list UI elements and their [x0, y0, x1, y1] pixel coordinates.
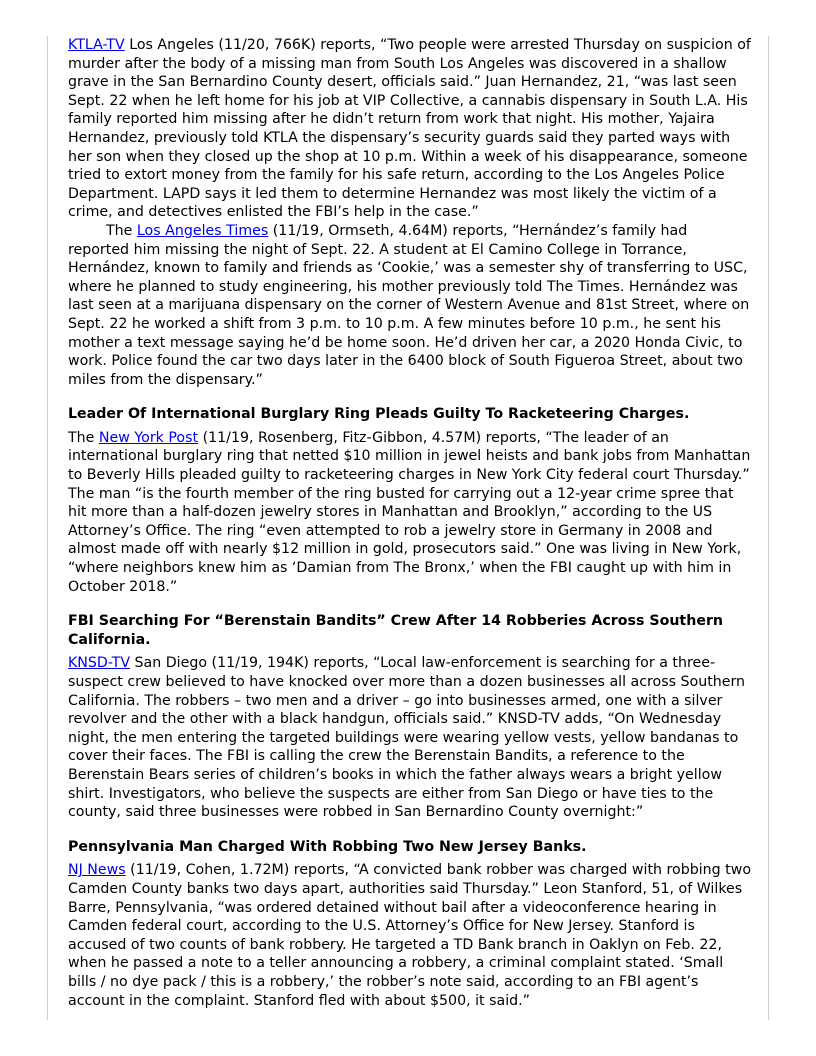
- paragraph-lead: The: [106, 222, 137, 239]
- article-paragraph: [68, 36, 752, 222]
- paragraph-text: (11/19, Cohen, 1.72M) reports, “A convicted bank robber was charged with robbing two Camden County banks two days apart, authorities said Thursday.” Leon Stanford, 51, of Wilkes Barre, Pennsylvania, “was ordered detained without bail after a videoconference hearing in Camden federal court, according to the U.S. Attorney’s Office for New Jersey. Stanford is accused of two counts of bank robbery. He targeted a TD Bank branch in Oaklyn on Feb. 22, when he passed a note to a teller announcing a robbery, a criminal complaint stated. ‘Small bills / no dye pack / this is a robbery,’ the robber’s note said, according to an FBI agent’s account in the complaint. Stanford fled with about $500, it said.”: [68, 862, 752, 1009]
- paragraph-text: San Diego (11/19, 194K) reports, “Local law-enforcement is searching for a three-suspect crew believed to have knocked over more than a dozen businesses all across Southern California. The robbers – two men and a driver – go into businesses armed, one with a silver revolver and the other with a black handgun, officials said.” KNSD-TV adds, “On Wednesday night, the men entering the targeted buildings were wearing yellow vests, yellow bandanas to cover their faces. The FBI is calling the crew the Berenstain Bandits, a reference to the Berenstain Bears series of children’s books in which the father always wears a bright yellow shirt. Investigators, who believe the suspects are either from San Diego or have ties to the county, said three businesses were robbed in San Bernardino County overnight:”: [68, 655, 746, 821]
- article-headline: Leader Of International Burglary Ring Pleads Guilty To Racketeering Charges.: [68, 406, 690, 423]
- source-link-la-times[interactable]: Los Angeles Times: [136, 222, 269, 239]
- right-margin-rule: [768, 36, 769, 1020]
- article-paragraph: [68, 429, 752, 596]
- left-margin-rule: [47, 36, 48, 1020]
- article-berenstain-bandits: [68, 612, 752, 822]
- article-paragraph: [68, 861, 752, 1010]
- article-paragraph: [68, 222, 752, 389]
- article-nj-bank-robber: [68, 838, 752, 1010]
- source-link-ktla[interactable]: KTLA-TV: [68, 37, 125, 53]
- article-headline: FBI Searching For “Berenstain Bandits” Crew After 14 Robberies Across Southern California.: [68, 613, 724, 648]
- article-paragraph: [68, 654, 752, 821]
- source-link-nj-news[interactable]: NJ News: [68, 862, 126, 879]
- paragraph-lead: The: [68, 429, 99, 446]
- paragraph-text: (11/19, Rosenberg, Fitz-Gibbon, 4.57M) reports, “The leader of an international burglary ring that netted $10 million in jewel heists and bank jobs from Manhattan to Beverly Hills pleaded guilty to racketeering charges in New York City federal court Thursday.” The man “is the fourth member of the ring busted for carrying out a 12-year crime spree that hit more than a half-dozen jewelry stores in Manhattan and Brooklyn,” according to the US Attorney’s Office. The ring “even attempted to rob a jewelry store in Germany in 2008 and almost made off with nearly $12 million in gold, prosecutors said.” One was living in New York, “where neighbors knew him as ‘Damian from The Bronx,’ when the FBI caught up with him in October 2018.”: [68, 429, 751, 595]
- source-link-knsd[interactable]: KNSD-TV: [68, 655, 131, 672]
- article-burglary-ring: [68, 405, 752, 596]
- article-ktla: [68, 36, 752, 389]
- document-page: [68, 36, 752, 1010]
- source-link-ny-post[interactable]: New York Post: [98, 429, 199, 446]
- paragraph-text: Los Angeles (11/20, 766K) reports, “Two people were arrested Thursday on suspicion of murder after the body of a missing man from South Los Angeles was discovered in a shallow grave in the San Bernardino County desert, officials said.” Juan Hernandez, 21, “was last seen Sept. 22 when he left home for his job at VIP Collective, a cannabis dispensary in South L.A. His family reported him missing after he didn’t return from work that night. His mother, Yajaira Hernandez, previously told KTLA the dispensary’s security guards said they parted ways with her son when they closed up the shop at 10 p.m. Within a week of his disappearance, someone tried to extort money from the family for his safe return, according to the Los Angeles Police Department. LAPD says it led them to determine Hernandez was most likely the victim of a crime, and detectives enlisted the FBI’s help in the case.”: [68, 37, 751, 221]
- paragraph-text: (11/19, Ormseth, 4.64M) reports, “Hernández’s family had reported him missing the night of Sept. 22. A student at El Camino College in Torrance, Hernández, known to family and friends as ‘Cookie,’ was a semester shy of transferring to USC, where he planned to study engineering, his mother previously told The Times. Hernández was last seen at a marijuana dispensary on the corner of Western Avenue and 81st Street, where on Sept. 22 he worked a shift from 3 p.m. to 10 p.m. A few minutes before 10 p.m., he sent his mother a text message saying he’d be home soon. He’d driven her car, a 2020 Honda Civic, to work. Police found the car two days later in the 6400 block of South Figueroa Street, about two miles from the dispensary.”: [68, 222, 750, 388]
- article-headline: Pennsylvania Man Charged With Robbing Two New Jersey Banks.: [68, 838, 587, 855]
